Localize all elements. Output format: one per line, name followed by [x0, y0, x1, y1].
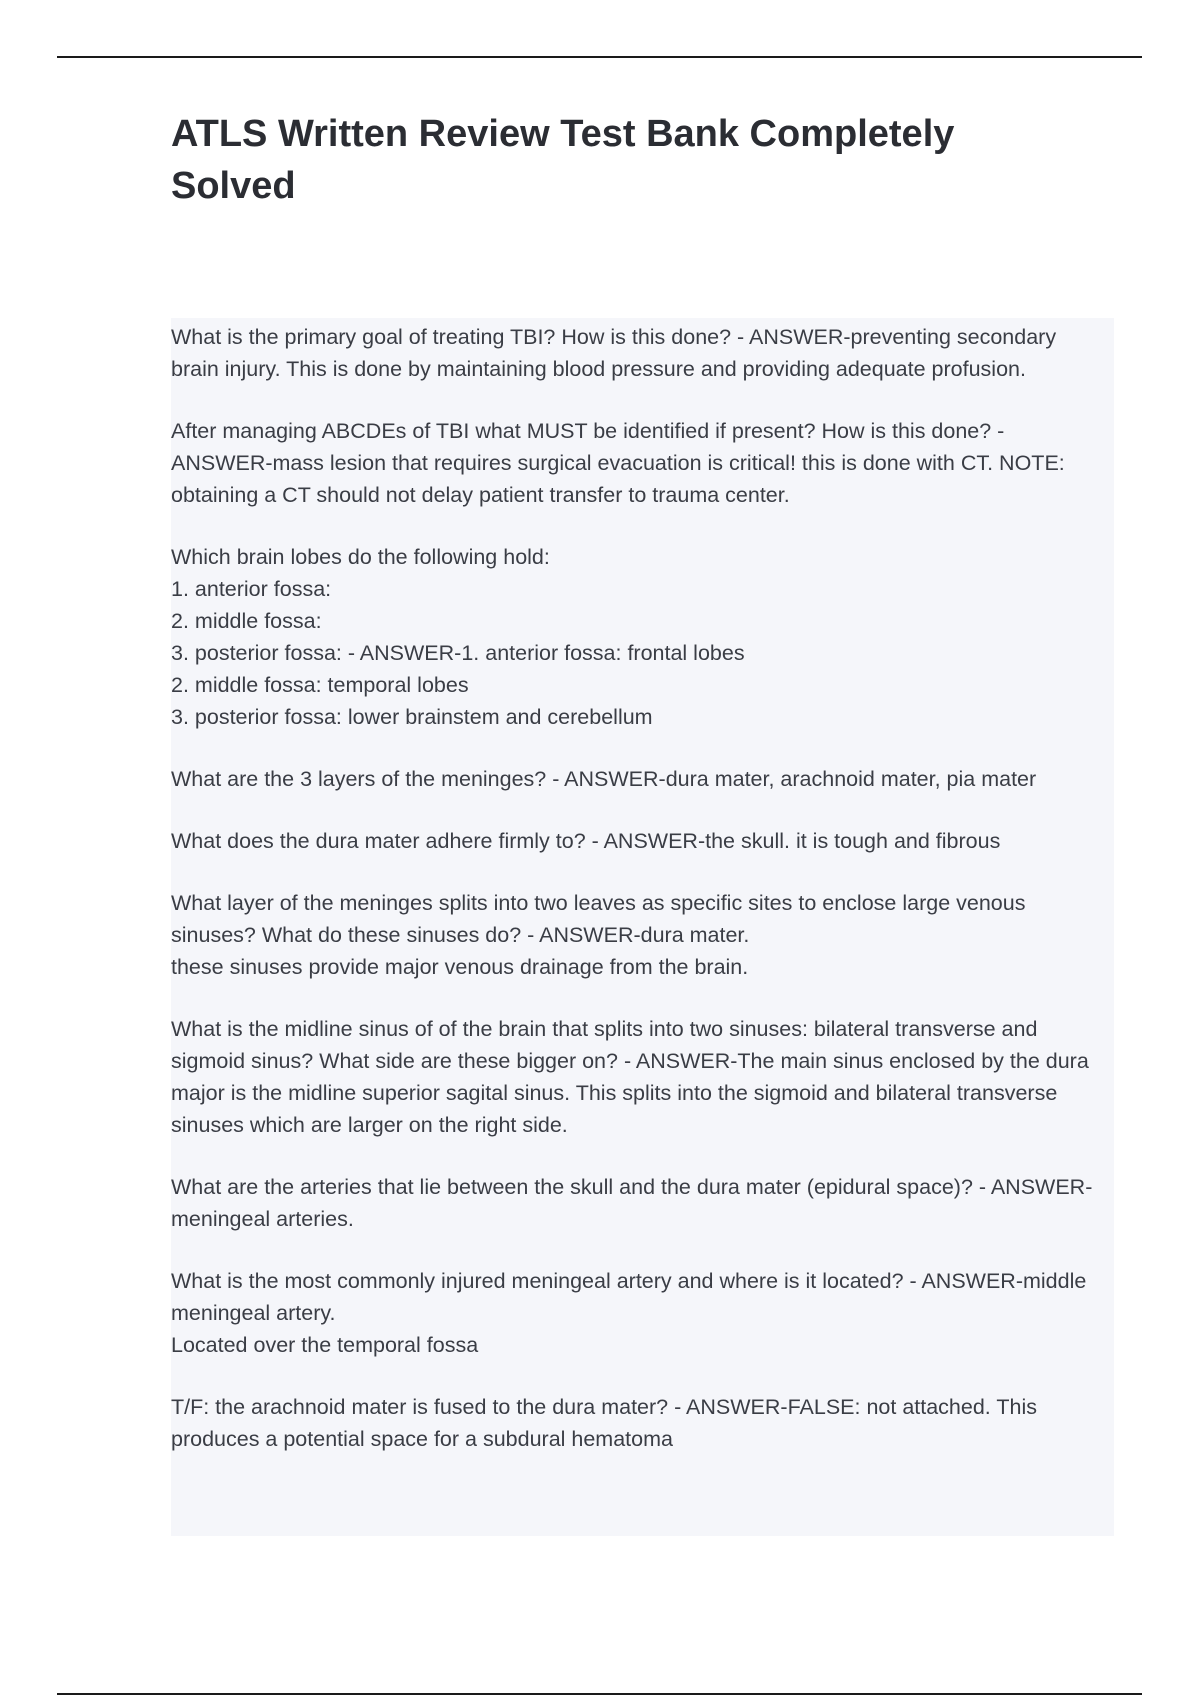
document-title: ATLS Written Review Test Bank Completely Solved: [171, 113, 955, 207]
qa-item: What is the midline sinus of of the brain that splits into two sinuses: bilateral transverse and sigmoid sinus? What side are these bigger on? - ANSWER-The main sinus enclosed by the dura major is the midline superior sagital sinus. This splits into the sigmoid and bilateral transverse sinuses which are larger on the right side.: [171, 1017, 1089, 1137]
qa-item: After managing ABCDEs of TBI what MUST be identified if present? How is this done? - ANSWER-mass lesion that requires surgical evacuation is critical! this is done with CT. NOTE: obtaining a CT should not delay patient transfer to trauma center.: [171, 419, 1065, 507]
qa-item: What are the arteries that lie between the skull and the dura mater (epidural space)? - ANSWER-meningeal arteries.: [171, 1175, 1093, 1231]
bottom-divider: [57, 1693, 1142, 1695]
qa-item: T/F: the arachnoid mater is fused to the dura mater? - ANSWER-FALSE: not attached. This produces a potential space for a subdural hematoma: [171, 1395, 1037, 1451]
top-divider: [57, 56, 1142, 58]
qa-item: What is the primary goal of treating TBI? How is this done? - ANSWER-preventing secondary brain injury. This is done by maintaining blood pressure and providing adequate profusion.: [171, 325, 1057, 381]
qa-content-area: [171, 318, 1114, 1536]
qa-item: What are the 3 layers of the meninges? - ANSWER-dura mater, arachnoid mater, pia mater: [171, 767, 1037, 791]
qa-item: Which brain lobes do the following hold: 1. anterior fossa: 2. middle fossa: 3. posterior fossa: - ANSWER-1. anterior fossa: frontal lobes 2. middle fossa: temporal lobes 3. posterior fossa: lower brainstem and cerebellum: [171, 545, 745, 729]
qa-item: What is the most commonly injured meningeal artery and where is it located? - ANSWER-middle meningeal artery. Located over the temporal fossa: [171, 1269, 1087, 1357]
qa-item: What does the dura mater adhere firmly to? - ANSWER-the skull. it is tough and fibrous: [171, 829, 1001, 853]
qa-item: What layer of the meninges splits into two leaves as specific sites to enclose large venous sinuses? What do these sinuses do? - ANSWER-dura mater. these sinuses provide major venous drainage from the brain.: [171, 891, 1026, 979]
